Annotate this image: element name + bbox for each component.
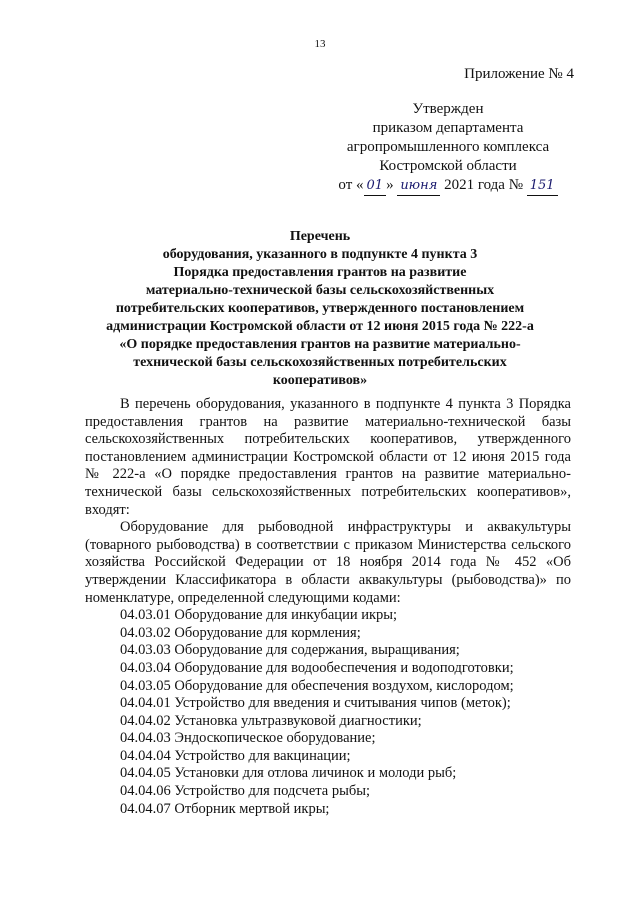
title-line: потребительских кооперативов, утвержденного постановлением bbox=[115, 301, 525, 316]
list-item: 04.03.02 Оборудование для кормления; bbox=[120, 624, 361, 641]
code-list bbox=[85, 607, 571, 818]
title-line: технической базы сельскохозяйственных потребительских bbox=[133, 355, 507, 370]
document-body bbox=[85, 396, 571, 818]
list-item: 04.04.01 Устройство для введения и считывания чипов (меток); bbox=[120, 695, 511, 712]
page-number: 13 bbox=[314, 38, 326, 50]
title-line: Порядка предоставления грантов на развитие bbox=[173, 265, 467, 280]
list-item: 04.03.01 Оборудование для инкубации икры; bbox=[120, 607, 398, 624]
list-item: 04.04.02 Установка ультразвуковой диагностики; bbox=[120, 712, 422, 729]
list-item: 04.03.05 Оборудование для обеспечения воздухом, кислородом; bbox=[120, 677, 514, 694]
title-line: Перечень bbox=[289, 229, 351, 244]
date-month-handwritten: июня bbox=[397, 176, 440, 196]
approval-line: Утвержден bbox=[412, 101, 484, 117]
list-item: 04.04.05 Установки для отлова личинок и молоди рыб; bbox=[120, 765, 457, 782]
approval-line: Костромской области bbox=[379, 158, 517, 174]
order-number-handwritten: 151 bbox=[527, 176, 558, 196]
list-item: 04.03.04 Оборудование для водообеспечения и водоподготовки; bbox=[120, 659, 514, 676]
approval-block bbox=[318, 100, 578, 196]
date-day-handwritten: 01 bbox=[364, 176, 387, 196]
date-prefix: от « bbox=[338, 177, 364, 193]
date-year: 2021 года № bbox=[444, 177, 524, 193]
document-title bbox=[80, 228, 560, 390]
list-item: 04.04.04 Устройство для вакцинации; bbox=[120, 747, 351, 764]
title-line: оборудования, указанного в подпункте 4 пункта 3 bbox=[162, 247, 478, 262]
list-item: 04.04.06 Устройство для подсчета рыбы; bbox=[120, 783, 370, 800]
title-line: администрации Костромской области от 12 июня 2015 года № 222-а bbox=[106, 319, 534, 334]
title-line: кооперативов» bbox=[272, 373, 368, 388]
list-item: 04.04.07 Отборник мертвой икры; bbox=[120, 800, 330, 817]
list-item: 04.03.03 Оборудование для содержания, выращивания; bbox=[120, 642, 460, 659]
paragraph: В перечень оборудования, указанного в подпункте 4 пункта 3 Порядка предоставления грантов на развитие материально-технической базы сельскохозяйственных потребительских кооперативов, утвержденного постановлением администрации Костромской области от 12 июня 2015 года № 222-а «О порядке предоставления грантов на развитие материально-технической базы сельскохозяйственных потребительских кооперативов», входят: bbox=[85, 396, 571, 518]
date-mid: » bbox=[386, 177, 394, 193]
approval-line: приказом департамента bbox=[372, 120, 524, 136]
appendix-label: Приложение № 4 bbox=[464, 66, 574, 82]
paragraph: Оборудование для рыбоводной инфраструктуры и аквакультуры (товарного рыбоводства) в соответствии с приказом Министерства сельского хозяйства Российской Федерации от 18 ноября 2014 года № 452 «Об утверждении Классификатора в области аквакультуры (рыбоводства)» по номенклатуре, определенной следующими кодами: bbox=[85, 519, 571, 606]
title-line: «О порядке предоставления грантов на развитие материально- bbox=[119, 337, 521, 352]
title-line: материально-технической базы сельскохозяйственных bbox=[145, 283, 495, 298]
list-item: 04.04.03 Эндоскопическое оборудование; bbox=[120, 730, 376, 747]
approval-line: агропромышленного комплекса bbox=[346, 139, 550, 155]
approval-date-line bbox=[318, 176, 578, 196]
